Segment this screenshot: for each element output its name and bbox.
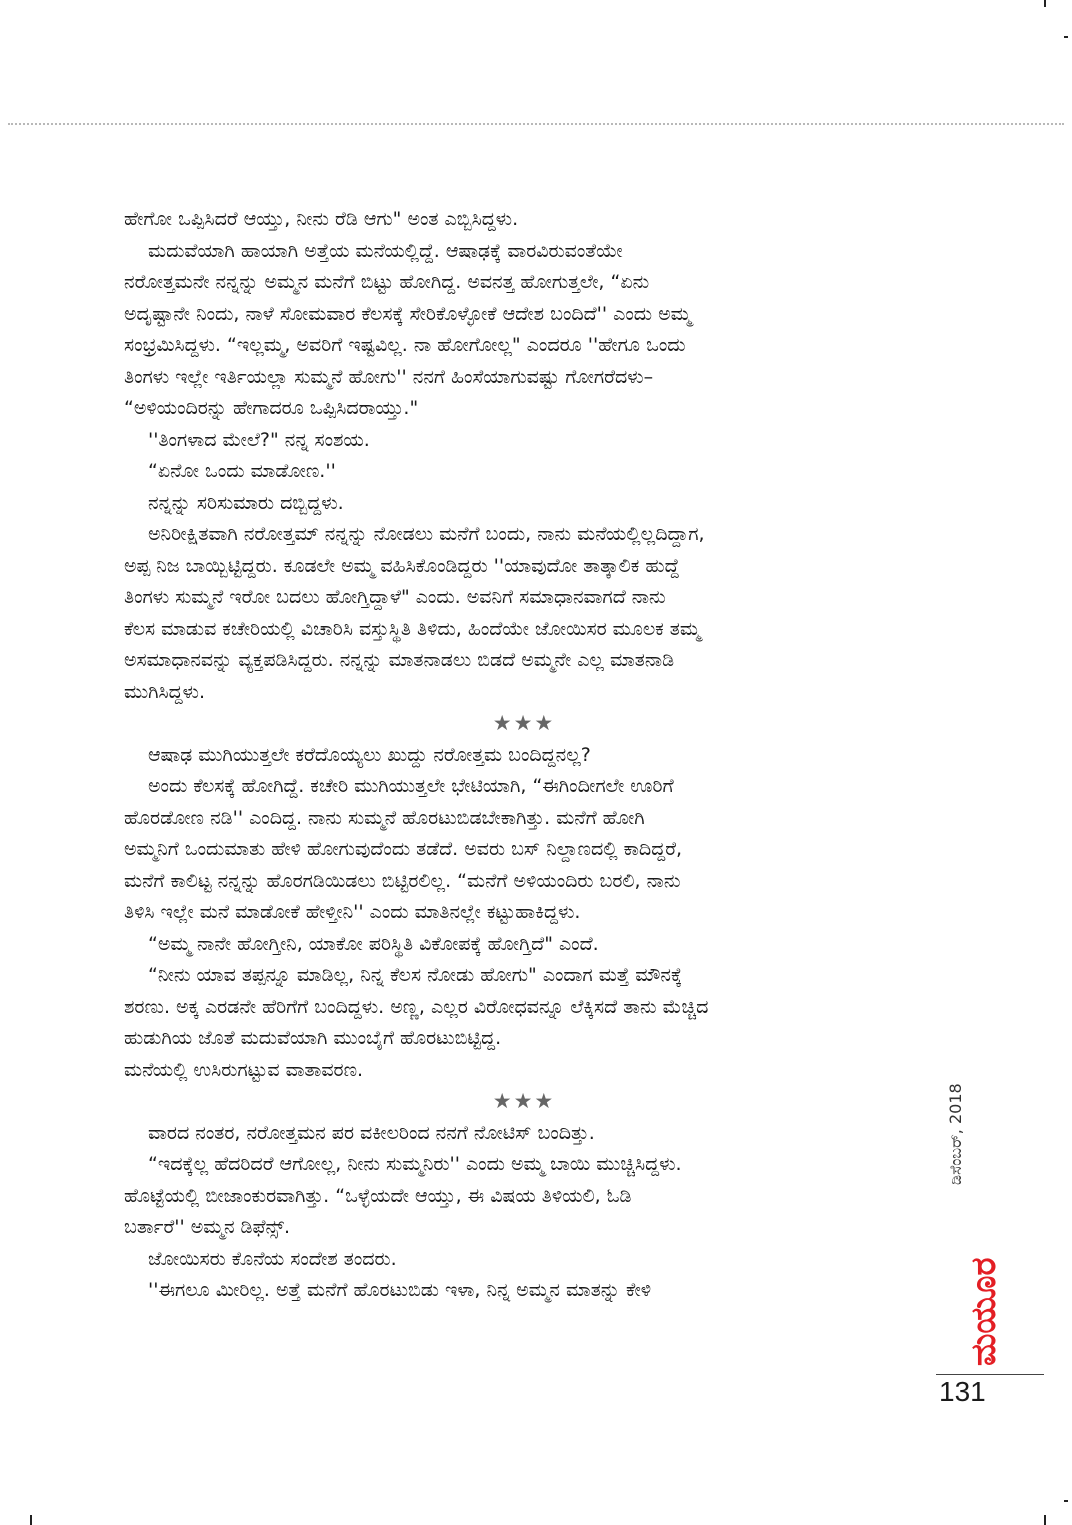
paragraph-line: ಮನೆಗೆ ಕಾಲಿಟ್ಟ ನನ್ನನ್ನು ಹೊರಗಡಿಯಿಡಲು ಬಿಟ್ಟಿರಲಿಲ್ಲ. “ಮನೆಗೆ ಅಳಿಯಂದಿರು ಬರಲಿ, ನಾನು [124,869,681,892]
issue-date: ಡಿಸೆಂಬರ್, 2018 [946,1083,965,1185]
folio-rule [936,1374,1044,1375]
paragraph-line: ಅಸಮಾಧಾನವನ್ನು ವ್ಯಕ್ತಪಡಿಸಿದ್ದರು. ನನ್ನನ್ನು ಮಾತನಾಡಲು ಬಿಡದೆ ಅಮ್ಮನೇ ಎಲ್ಲ ಮಾತನಾಡಿ [124,649,675,671]
paragraph-line: ''ತಿಂಗಳಾದ ಮೇಲೆ?" ನನ್ನ ಸಂಶಯ. [148,428,370,451]
paragraph-line: ಬರ್ತಾರೆ'' ಅಮ್ಮನ ಡಿಫೆನ್ಸ್. [124,1216,291,1238]
paragraph-line: ಶರಣು. ಅಕ್ಕ ಎರಡನೇ ಹೆರಿಗೆಗೆ ಬಂದಿದ್ದಳು. ಅಣ್ಣ, ಎಲ್ಲರ ವಿರೋಧವನ್ನೂ ಲೆಕ್ಕಿಸದೆ ತಾನು ಮೆಚ್ಚಿದ [124,995,709,1018]
paragraph-line: ತಿಂಗಳು ಸುಮ್ಮನೆ ಇರೋ ಬದಲು ಹೋಗ್ತಿದ್ದಾಳೆ" ಎಂದು. ಅವನಿಗೆ ಸಮಾಧಾನವಾಗದೆ ನಾನು [124,586,666,608]
paragraph-line: ಸಂಭ್ರಮಿಸಿದ್ದಳು. “ಇಲ್ಲಮ್ಮ, ಅವರಿಗೆ ಇಷ್ಟವಿಲ್ಲ. ನಾ ಹೋಗೋಲ್ಲ" ಎಂದರೂ ''ಹೇಗೂ ಒಂದು [124,334,686,356]
paragraph-line: ಹೊರಡೋಣ ನಡಿ'' ಎಂದಿದ್ದ. ನಾನು ಸುಮ್ಮನೆ ಹೊರಟುಬಿಡಬೇಕಾಗಿತ್ತು. ಮನೆಗೆ ಹೋಗಿ [124,806,645,829]
paragraph-line: ಅನಿರೀಕ್ಷಿತವಾಗಿ ನರೋತ್ತಮ್ ನನ್ನನ್ನು ನೋಡಲು ಮನೆಗೆ ಬಂದು, ನಾನು ಮನೆಯಲ್ಲಿಲ್ಲದಿದ್ದಾಗ, [148,523,705,545]
paragraph-line: “ಅಮ್ಮ ನಾನೇ ಹೋಗ್ತೀನಿ, ಯಾಕೋ ಪರಿಸ್ಥಿತಿ ವಿಕೋಪಕ್ಕೆ ಹೋಗ್ತಿದೆ" ಎಂದೆ. [148,932,599,955]
crop-mark-bottom-right-tick [1064,1500,1068,1502]
paragraph-line: ಅಪ್ಪ ನಿಜ ಬಾಯ್ಬಿಟ್ಟಿದ್ದರು. ಕೂಡಲೇ ಅಮ್ಮ ವಹಿಸಿಕೊಂಡಿದ್ದರು ''ಯಾವುದೋ ತಾತ್ಕಾಲಿಕ ಹುದ್ದೆ [124,554,680,577]
paragraph-line: ನರೋತ್ತಮನೇ ನನ್ನನ್ನು ಅಮ್ಮನ ಮನೆಗೆ ಬಿಟ್ಟು ಹೋಗಿದ್ದ. ಅವನತ್ತ ಹೋಗುತ್ತಲೇ, “ಏನು [124,271,650,293]
paragraph-line: ಹೇಗೋ ಒಪ್ಪಿಸಿದರೆ ಆಯ್ತು, ನೀನು ರೆಡಿ ಆಗು" ಅಂತ ಎಬ್ಬಿಸಿದ್ದಳು. [124,208,519,230]
section-break-stars: ★★★ [492,1089,556,1113]
article-body [124,204,924,1307]
paragraph-line: ಮನೆಯಲ್ಲಿ ಉಸಿರುಗಟ್ಟುವ ವಾತಾವರಣ. [124,1058,364,1081]
paragraph-line: ಹುಡುಗಿಯ ಜೊತೆ ಮದುವೆಯಾಗಿ ಮುಂಬೈಗೆ ಹೊರಟುಬಿಟ್ಟಿದ್ದ. [124,1027,502,1049]
crop-mark-bottom-left [30,1515,32,1525]
paragraph-line: ತಿಂಗಳು ಇಲ್ಲೇ ಇರ್ತಿಯಲ್ಲಾ ಸುಮ್ಮನೆ ಹೋಗು'' ನನಗೆ ಹಿಂಸೆಯಾಗುವಷ್ಟು ಗೋಗರೆದಳು– [124,365,654,388]
paragraph-line: ಹೊಟ್ಟೆಯಲ್ಲಿ ಬೀಜಾಂಕುರವಾಗಿತ್ತು. “ಒಳ್ಳೆಯದೇ ಆಯ್ತು, ಈ ವಿಷಯ ತಿಳಿಯಲಿ, ಓಡಿ [124,1184,632,1207]
paragraph-line: “ಇದಕ್ಕೆಲ್ಲ ಹೆದರಿದರೆ ಆಗೋಲ್ಲ, ನೀನು ಸುಮ್ಮನಿರು'' ಎಂದು ಅಮ್ಮ ಬಾಯಿ ಮುಚ್ಚಿಸಿದ್ದಳು. [148,1153,682,1175]
paragraph-line: ಮದುವೆಯಾಗಿ ಹಾಯಾಗಿ ಅತ್ತೆಯ ಮನೆಯಲ್ಲಿದ್ದೆ. ಆಷಾಢಕ್ಕೆ ವಾರವಿರುವಂತೆಯೇ [148,239,623,262]
paragraph-line: “ಏನೋ ಒಂದು ಮಾಡೋಣ.'' [148,460,336,482]
crop-mark-top-right-tick [1064,36,1068,38]
crop-mark-top-right [1044,0,1046,7]
crop-mark-bottom-right [1044,1515,1046,1525]
paragraph-line: ಅಮ್ಮನಿಗೆ ಒಂದುಮಾತು ಹೇಳಿ ಹೋಗುವುದೆಂದು ತಡೆದೆ. ಅವರು ಬಸ್ ನಿಲ್ದಾಣದಲ್ಲಿ ಕಾದಿದ್ದರೆ, [124,838,683,860]
paragraph-line: ವಾರದ ನಂತರ, ನರೋತ್ತಮನ ಪರ ವಕೀಲರಿಂದ ನನಗೆ ನೋಟಿಸ್ ಬಂದಿತ್ತು. [148,1121,595,1144]
paragraph-line: ಮುಗಿಸಿದ್ದಳು. [124,680,205,703]
magazine-logo: ಮಯೂರ [964,1257,1004,1366]
paragraph-line: “ನೀನು ಯಾವ ತಪ್ಪನ್ನೂ ಮಾಡಿಲ್ಲ, ನಿನ್ನ ಕೆಲಸ ನೋಡು ಹೋಗು" ಎಂದಾಗ ಮತ್ತೆ ಮೌನಕ್ಕೆ [148,964,683,986]
page-number: 131 [939,1376,986,1407]
paragraph-line: ''ಈಗಲೂ ಮೀರಿಲ್ಲ. ಅತ್ತೆ ಮನೆಗೆ ಹೊರಟುಬಿಡು ಇಳಾ, ನಿನ್ನ ಅಮ್ಮನ ಮಾತನ್ನು ಕೇಳಿ [148,1279,652,1301]
header-dotted-rule [8,123,1064,125]
paragraph-line: ನನ್ನನ್ನು ಸರಿಸುಮಾರು ದಬ್ಬಿದ್ದಳು. [148,491,344,514]
paragraph-line: ಕೆಲಸ ಮಾಡುವ ಕಚೇರಿಯಲ್ಲಿ ವಿಚಾರಿಸಿ ವಸ್ತುಸ್ಥಿತಿ ತಿಳಿದು, ಹಿಂದೆಯೇ ಜೋಯಿಸರ ಮೂಲಕ ತಮ್ಮ [124,617,701,640]
section-break-stars: ★★★ [492,711,556,735]
paragraph-line: ತಿಳಿಸಿ ಇಲ್ಲೇ ಮನೆ ಮಾಡೋಕೆ ಹೇಳ್ತೀನಿ'' ಎಂದು ಮಾತಿನಲ್ಲೇ ಕಟ್ಟುಹಾಕಿದ್ದಳು. [124,901,581,923]
paragraph-line: ಅದೃಷ್ಟಾನೇ ನಿಂದು, ನಾಳೆ ಸೋಮವಾರ ಕೆಲಸಕ್ಕೆ ಸೇರಿಕೊಳ್ಳೋಕೆ ಆದೇಶ ಬಂದಿದೆ'' ಎಂದು ಅಮ್ಮ [124,302,692,325]
paragraph-line: “ಅಳಿಯಂದಿರನ್ನು ಹೇಗಾದರೂ ಒಪ್ಪಿಸಿದರಾಯ್ತು." [124,397,419,419]
paragraph-line: ಜೋಯಿಸರು ಕೊನೆಯ ಸಂದೇಶ ತಂದರು. [148,1247,397,1270]
paragraph-line: ಅಂದು ಕೆಲಸಕ್ಕೆ ಹೋಗಿದ್ದೆ. ಕಚೇರಿ ಮುಗಿಯುತ್ತಲೇ ಭೇಟಿಯಾಗಿ, “ಈಗಿಂದೀಗಲೇ ಊರಿಗೆ [148,775,674,797]
paragraph-line: ಆಷಾಢ ಮುಗಿಯುತ್ತಲೇ ಕರೆದೊಯ್ಯಲು ಖುದ್ದು ನರೋತ್ತಮ ಬಂದಿದ್ದನಲ್ಲ? [148,743,591,766]
